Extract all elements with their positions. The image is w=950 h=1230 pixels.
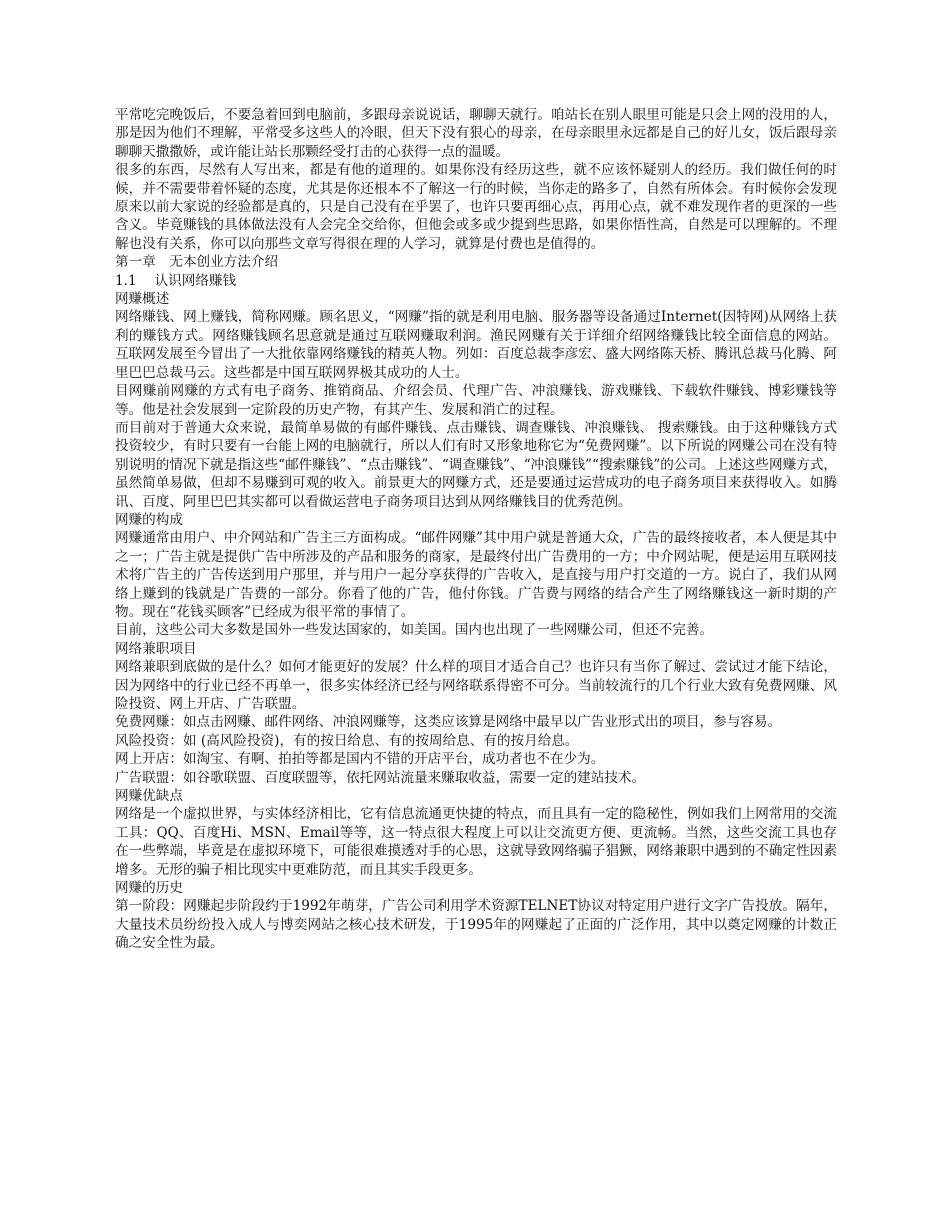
document-page <box>115 106 837 953</box>
subheading-pros-cons: 网赚优缺点 <box>115 788 183 805</box>
pros-cons-paragraph: 网络是一个虚拟世界，与实体经济相比，它有信息流通更快捷的特点，而且具有一定的隐秘性，例如我们上网常用的交流工具：QQ、百度Hi、MSN、Email等等，这一特点很大程度上可以让交流更方便、更流畅。当然，这些交流工具也存在一些弊端，毕竟是在虚拟环境下，可能很难摸透对手的心思，这就导致网络骗子猖獗，网络兼职中遇到的不确定性因素增多。无形的骗子相比现实中更难防范，而且其实手段更多。 <box>115 806 837 878</box>
part-time-paragraph-1: 网络兼职到底做的是什么？如何才能更好的发展？什么样的项目才适合自己？也许只有当你了解过、尝试过才能下结论，因为网络中的行业已经不再单一，很多实体经济已经与网络联系得密不可分。当前较流行的几个行业大致有免费网赚、风险投资、网上开店、广告联盟。 <box>115 659 837 712</box>
history-paragraph-1: 第一阶段：网赚起步阶段约于1992年萌芽，广告公司利用学术资源TELNET协议对特定用户进行文字广告投放。隔年，大量技术员纷纷投入成人与博奕网站之核心技术研发，于1995年的网赚起了正面的广泛作用，其中以奠定网赚的计数正确之安全性为最。 <box>115 898 837 952</box>
intro-paragraph-1: 平常吃完晚饭后，不要急着回到电脑前，多跟母亲说说话，聊聊天就行。咱站长在别人眼里可能是只会上网的没用的人，那是因为他们不理解，平常受多这些人的冷眼，但天下没有狠心的母亲，在母亲眼里永远都是自己的好儿女，饭后跟母亲聊聊天撒撒娇，或许能让站长那颗经受打击的心获得一点的温暖。 <box>115 107 837 160</box>
part-time-ads: 广告联盟：如谷歌联盟、百度联盟等，依托网站流量来赚取收益，需要一定的建站技术。 <box>115 769 646 786</box>
subheading-overview: 网赚概述 <box>115 291 170 308</box>
subheading-part-time: 网络兼职项目 <box>115 640 197 657</box>
chapter-heading: 第一章 无本创业方法介绍 <box>115 254 279 271</box>
part-time-free: 免费网赚：如点击网赚、邮件网络、冲浪网赚等，这类应该算是网络中最早以广告业形式出的项目，参与容易。 <box>115 714 782 731</box>
part-time-venture: 风险投资：如 (高风险投资)，有的按日给息、有的按周给息、有的按月给息。 <box>115 732 579 749</box>
overview-paragraph-1: 网络赚钱、网上赚钱，简称网赚。顾名思义，“网赚”指的就是利用电脑、服务器等设备通过Internet(因特网)从网络上获利的赚钱方式。网络赚钱顾名思意就是通过互联网赚取利润。渔民网赚有关于详细介绍网络赚钱比较全面信息的网站。 互联网发展至今冒出了一大批依靠网络赚钱的精英人物。列如：百度总裁李彦宏、盛大网络陈天桥、腾讯总裁马化腾、阿里巴巴总裁马云。这些都是中国互联网界极其成功的人士。 <box>115 309 837 381</box>
part-time-shop: 网上开店：如淘宝、有啊、拍拍等都是国内不错的开店平台，成功者也不在少为。 <box>115 751 605 768</box>
composition-paragraph-1: 网赚通常由用户、中介网站和广告主三方面构成。“邮件网赚”其中用户就是普通大众，广告的最终接收者，本人便是其中之一；广告主就是提供广告中所涉及的产品和服务的商家，是最终付出广告费用的一方；中介网站呢，便是运用互联网技术将广告主的广告传送到用户那里，并与用户一起分享获得的广告收入，是直接与用户打交道的一方。说白了，我们从网络上赚到的钱就是广告费的一部分。你看了他的广告，他付你钱。广告费与网络的结合产生了网络赚钱这一新时期的产物。现在“花钱买顾客”已经成为很平常的事情了。 <box>115 530 837 620</box>
subheading-history: 网赚的历史 <box>115 880 183 897</box>
overview-paragraph-3: 而目前对于普通大众来说，最简单易做的有邮件赚钱、点击赚钱、调查赚钱、冲浪赚钱、 搜索赚钱。由于这种赚钱方式投资较少，有时只要有一台能上网的电脑就行，所以人们有时又形象地称它为“免费网赚”。以下所说的网赚公司在没有特别说明的情况下就是指这些“邮件赚钱”、“点击赚钱”、“调查赚钱”、“冲浪赚钱”“搜索赚钱”的公司。上述这些网赚方式，虽然简单易做，但却不易赚到可观的收入。前景更大的网赚方式，还是要通过运营成功的电子商务项目来获得收入。如腾讯、百度、阿里巴巴其实都可以看做运营电子商务项目达到从网络赚钱目的优秀范例。 <box>115 419 837 510</box>
section-heading-1-1: 1.1 认识网络赚钱 <box>115 272 237 289</box>
composition-paragraph-2: 目前，这些公司大多数是国外一些发达国家的，如美国。国内也出现了一些网赚公司，但还不完善。 <box>115 622 714 639</box>
intro-paragraph-2: 很多的东西，尽然有人写出来，都是有他的道理的。如果你没有经历这些，就不应该怀疑别人的经历。我们做任何的时候，并不需要带着怀疑的态度，尤其是你还根本不了解这一行的时候，当你走的路多了，自然有所体会。有时候你会发现原来以前大家说的经验都是真的，只是自己没有在乎罢了，也许只要再细心点，再用心点，就不难发现作者的更深的一些含义。毕竟赚钱的具体做法没有人会完全交给你，但他会或多或少提到些思路，如果你悟性高，自然是可以理解的。不理解也没有关系，你可以向那些文章写得很在理的人学习，就算是付费也是值得的。 <box>115 162 837 252</box>
subheading-composition: 网赚的构成 <box>115 511 183 528</box>
overview-paragraph-2: 目网赚前网赚的方式有电子商务、推销商品、介绍会员、代理广告、冲浪赚钱、游戏赚钱、下载软件赚钱、博彩赚钱等等。他是社会发展到一定阶段的历史产物，有其产生、发展和消亡的过程。 <box>115 383 837 418</box>
